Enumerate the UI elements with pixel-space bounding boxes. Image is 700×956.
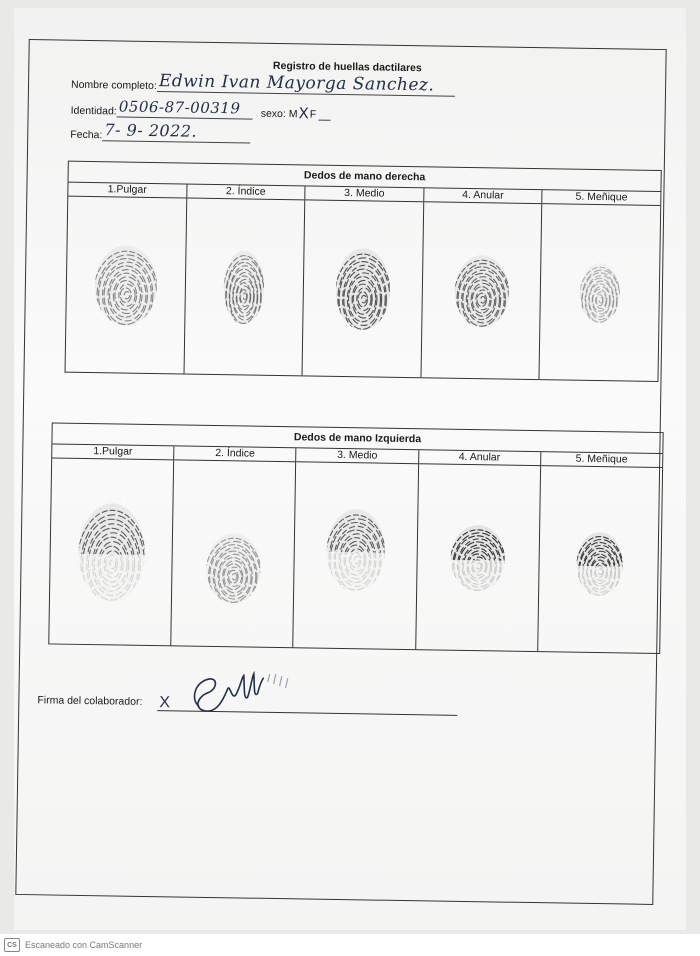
fingerprint-image [441, 240, 523, 341]
right-little-cell [540, 190, 661, 381]
name-field [71, 71, 455, 97]
right-index-cell [184, 185, 306, 376]
fingerprint-image [65, 496, 157, 607]
right-thumb-cell [66, 183, 188, 374]
fingerprint-image [204, 236, 286, 337]
left-finger-label: 3. Medio [297, 448, 418, 464]
right-hand-table [65, 161, 662, 382]
left-finger-label: 2. Índice [174, 446, 295, 462]
fingerprint-image [85, 234, 167, 335]
form-title: Registro de huellas dactilares [272, 59, 422, 75]
right-finger-label: 2. Índice [187, 185, 305, 201]
signature-mark: X [159, 694, 171, 712]
name-label: Nombre completo: [70, 78, 157, 93]
sex-f-blank [318, 110, 330, 121]
left-ring-cell [416, 450, 541, 651]
camscanner-logo: CS [4, 938, 20, 952]
fingerprint-image [322, 238, 404, 339]
right-finger-label: 3. Medio [305, 186, 423, 202]
left-little-cell [538, 452, 662, 653]
footer-text: Escaneado con CamScanner [25, 940, 143, 950]
left-finger-label: 4. Anular [419, 450, 540, 466]
right-finger-label: 4. Anular [424, 188, 542, 204]
right-finger-label: 1.Pulgar [68, 183, 186, 199]
date-label: Fecha: [70, 128, 103, 142]
signature-row [37, 688, 458, 735]
fingerprint-image [310, 500, 402, 611]
name-value: Edwin Ivan Mayorga Sanchez. [157, 72, 455, 97]
left-middle-cell [294, 448, 419, 649]
id-label: Identidad: [70, 104, 117, 118]
fingerprint-image [432, 502, 524, 613]
date-value: 7- 9- 2022. [102, 121, 250, 143]
left-hand-table [48, 422, 663, 654]
fingerprint-image [188, 498, 280, 609]
scanner-footer [0, 934, 700, 956]
left-index-cell [171, 446, 296, 647]
right-middle-cell [303, 186, 425, 377]
fingerprint-image [559, 242, 641, 343]
left-finger-label: 5. Meñique [541, 452, 662, 468]
left-finger-label: 1.Pulgar [52, 444, 173, 460]
sex-mark: X [298, 104, 309, 123]
id-value: 0506-87-00319 [117, 97, 253, 119]
left-thumb-cell [49, 444, 174, 645]
right-finger-label: 5. Meñique [543, 190, 661, 206]
left-hand-title: Dedos de mano Izquierda [52, 423, 662, 454]
sex-label: sexo: M [260, 107, 298, 121]
date-field [70, 121, 250, 144]
signature-label: Firma del colaborador: [37, 694, 143, 708]
right-ring-cell [421, 188, 543, 379]
fingerprint-image [554, 504, 646, 615]
right-hand-title: Dedos de mano derecha [69, 162, 661, 192]
fingerprint-form [15, 39, 666, 905]
sex-f-label: F [309, 108, 317, 121]
id-field [71, 97, 331, 121]
